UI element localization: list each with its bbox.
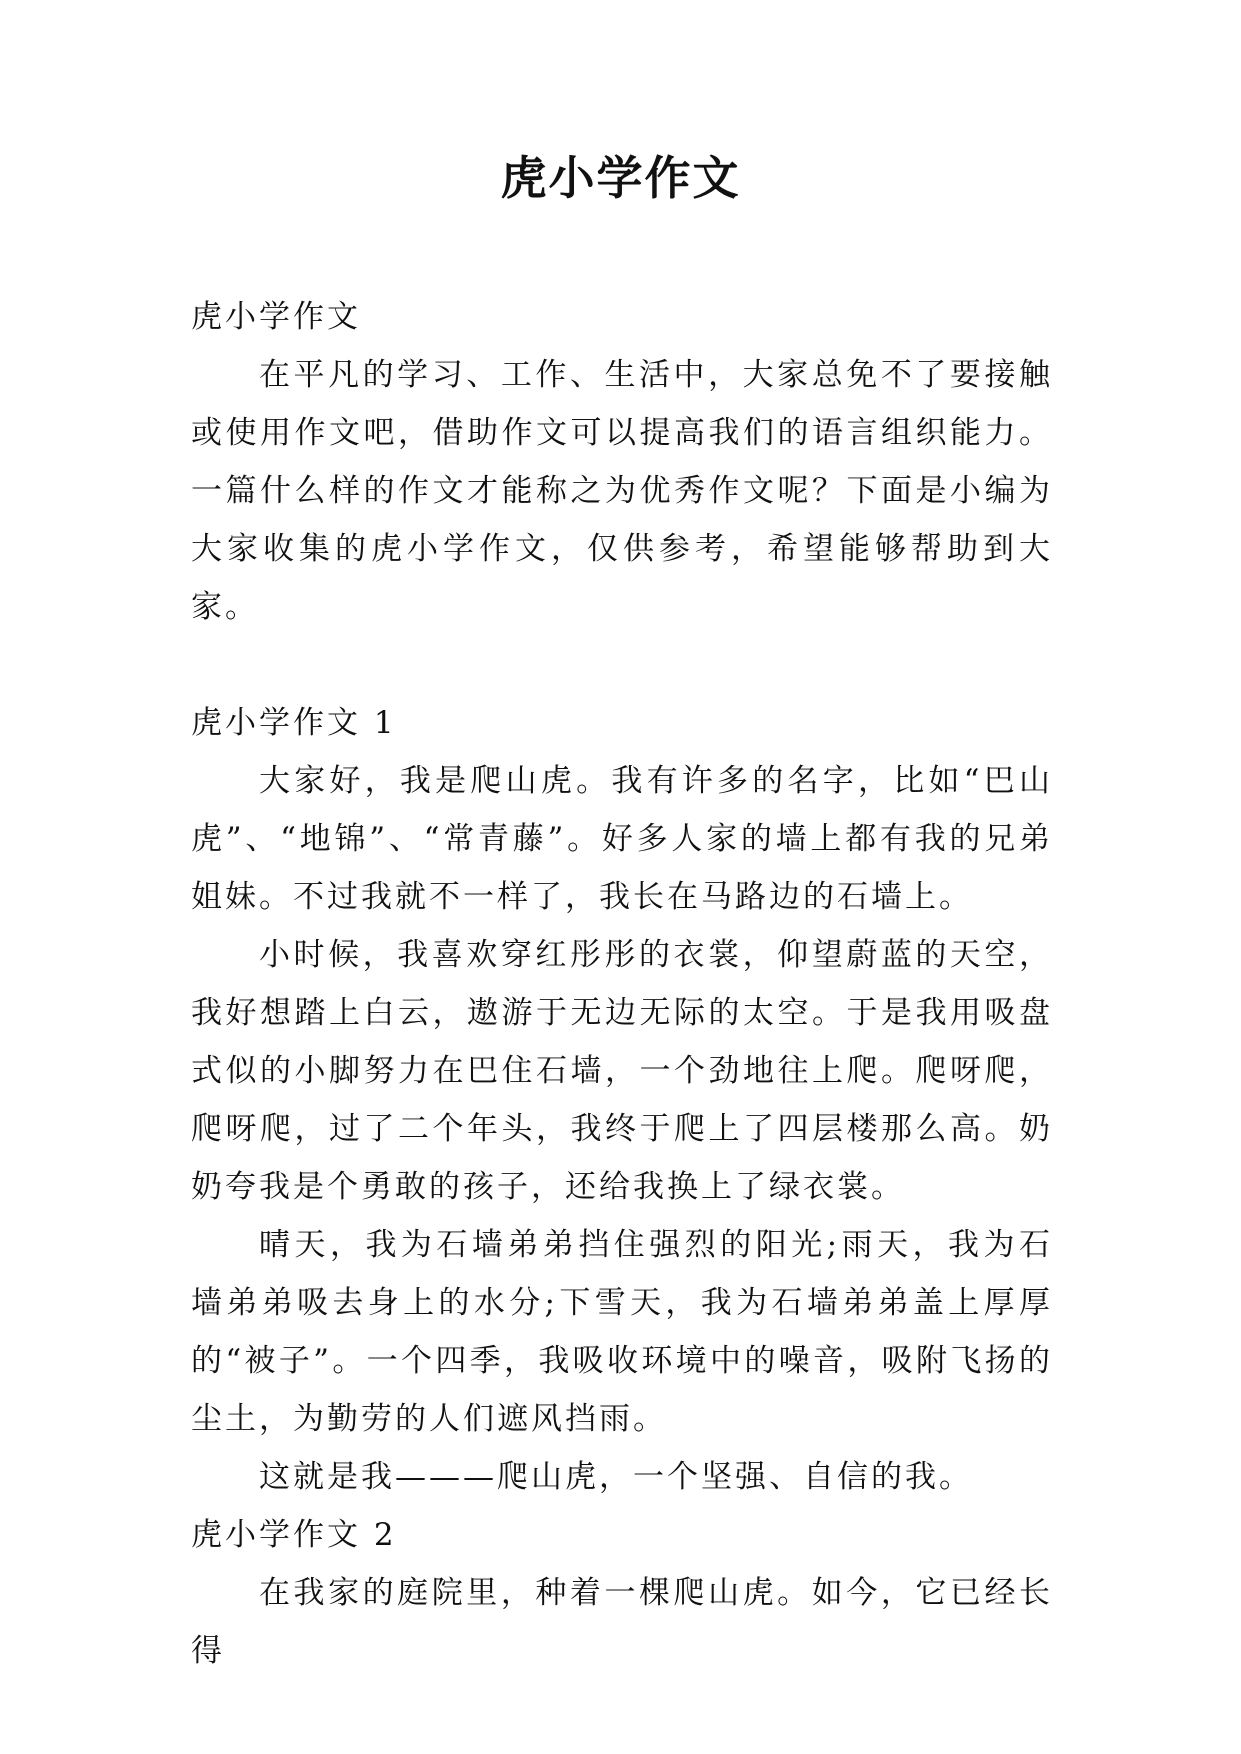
section-spacer bbox=[191, 636, 1053, 694]
essay-2-paragraph-1: 在我家的庭院里，种着一棵爬山虎。如今，它已经长得 bbox=[191, 1575, 1053, 1669]
intro-paragraph: 在平凡的学习、工作、生活中，大家总免不了要接触或使用作文吧，借助作文可以提高我们的语言组织能力。一篇什么样的作文才能称之为优秀作文呢？下面是小编为大家收集的虎小学作文，仅供参考，希望能够帮助到大家。 bbox=[191, 357, 1053, 625]
essay-1-paragraph-4: 这就是我———爬山虎，一个坚强、自信的我。 bbox=[259, 1459, 973, 1495]
document-title: 虎小学作文 bbox=[500, 151, 741, 205]
essay-1-paragraph-1: 大家好，我是爬山虎。我有许多的名字，比如“巴山虎”、“地锦”、“常青藤”。好多人家的墙上都有我的兄弟姐妹。不过我就不一样了，我长在马路边的石墙上。 bbox=[191, 763, 1053, 915]
essay-1-paragraph-3: 晴天，我为石墙弟弟挡住强烈的阳光;雨天，我为石墙弟弟吸去身上的水分;下雪天，我为石墙弟弟盖上厚厚的“被子”。一个四季，我吸收环境中的噪音，吸附飞扬的尘土，为勤劳的人们遮风挡雨。 bbox=[191, 1227, 1053, 1437]
essay-1-heading: 虎小学作文 1 bbox=[191, 705, 397, 741]
essay-2-heading: 虎小学作文 2 bbox=[191, 1517, 397, 1553]
essay-1-paragraph-2: 小时候，我喜欢穿红彤彤的衣裳，仰望蔚蓝的天空，我好想踏上白云，遨游于无边无际的太空。于是我用吸盘式似的小脚努力在巴住石墙，一个劲地往上爬。爬呀爬，爬呀爬，过了二个年头，我终于爬上了四层楼那么高。奶奶夸我是个勇敢的孩子，还给我换上了绿衣裳。 bbox=[191, 937, 1053, 1205]
document-body bbox=[191, 288, 1053, 1680]
intro-heading: 虎小学作文 bbox=[191, 299, 361, 335]
